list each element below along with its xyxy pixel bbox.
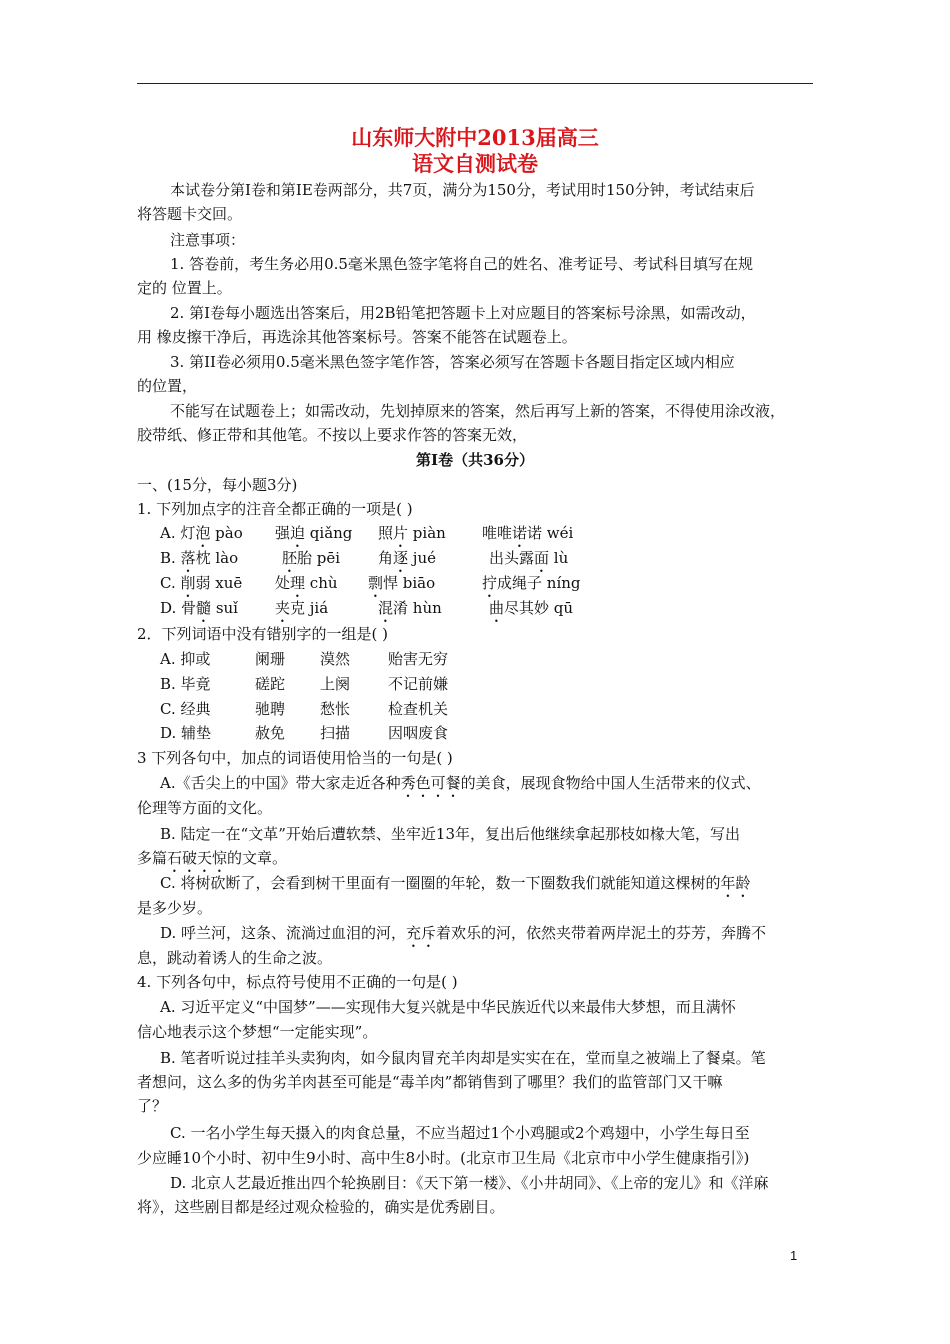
q4-option-a: 信心地表示这个梦想“一定能实现”。 (137, 1023, 378, 1041)
q1-option-c: C. 削弱 xuē (160, 574, 243, 592)
q2-option-b: 上阕 (320, 675, 351, 693)
notice-item: 不能写在试题卷上；如需改动，先划掉原来的答案，然后再写上新的答案，不得使用涂改液， (170, 402, 786, 420)
q2-option-b: 不记前嫌 (388, 675, 449, 693)
q2-option-b: B. 毕竟 (160, 675, 211, 693)
q4-option-a: A. 习近平定义“中国梦”——实现伟大复兴就是中华民族近代以来最伟大梦想，而且满怀 (160, 998, 736, 1016)
q2-option-a: 贻害无穷 (388, 650, 449, 668)
page-number: 1 (790, 1248, 798, 1263)
q4-option-c: 少应睡10个小时、初中生9小时、高中生8小时。(北京市卫生局《北京市中小学生健康指引》) (137, 1149, 750, 1167)
q1-option-d: 曲尽其妙 qū (489, 599, 574, 617)
q1-option-a: A. 灯泡 pào (160, 524, 243, 542)
q2-option-a: 漠然 (320, 650, 351, 668)
q2-option-d: 赦免 (255, 724, 286, 742)
q3-option-a: A.《舌尖上的中国》带大家走近各种秀色可餐的美食，展现食物给中国人生活带来的仪式、 (160, 774, 761, 792)
q4-option-d: 将》，这些剧目都是经过观众检验的，确实是优秀剧目。 (137, 1198, 505, 1216)
q2-option-d: 扫描 (320, 724, 351, 742)
q3-option-b: B. 陆定一在“文革”开始后遭软禁、坐牢近13年，复出后他继续拿起那枝如椽大笔，写出 (160, 825, 740, 843)
question-4-stem: 4. 下列各句中，标点符号使用不正确的一句是( ) (137, 973, 458, 991)
notice-item: 2. 第Ⅰ卷每小题选出答案后，用2B铅笔把答题卡上对应题目的答案标号涂黑，如需改动， (170, 304, 756, 322)
q2-option-a: 阑珊 (255, 650, 286, 668)
notice-heading: 注意事项： (170, 231, 246, 249)
q1-option-b: 出头露面 lù (489, 549, 569, 567)
q1-option-a: 唯唯诺诺 wéi (482, 524, 574, 542)
q3-option-d: 息，跳动着诱人的生命之波。 (137, 949, 333, 967)
q4-option-d: D. 北京人艺最近推出四个轮换剧目：《天下第一楼》、《小井胡同》、《上帝的宠儿》和《洋麻 (170, 1174, 769, 1192)
q1-option-c: 拧成绳子 níng (482, 574, 581, 592)
q2-option-a: A. 抑或 (160, 650, 211, 668)
q3-option-d: D. 呼兰河，这条、流淌过血泪的河，充斥着欢乐的河，依然夹带着两岸泥土的芬芳，奔腾不 (160, 924, 767, 942)
part-heading: 一、(15分，每小题3分) (137, 476, 298, 494)
q1-option-b: 胚胎 pēi (282, 549, 341, 567)
q1-option-d: 混淆 hùn (378, 599, 442, 617)
q2-option-c: 愁怅 (320, 700, 351, 718)
q1-option-c: 处理 chù (275, 574, 338, 592)
q2-option-b: 磋跎 (255, 675, 286, 693)
q3-option-a: 伦理等方面的文化。 (137, 799, 273, 817)
q3-option-c: C. 将树砍断了，会看到树干里面有一圈圈的年轮，数一下圈数我们就能知道这棵树的年龄 (160, 874, 751, 892)
q2-option-c: 驰聘 (255, 700, 286, 718)
question-3-stem: 3 下列各句中，加点的词语使用恰当的一句是( ) (137, 749, 453, 767)
q2-option-d: 因咽废食 (388, 724, 449, 742)
section-heading: 第Ⅰ卷（共36分） (416, 451, 534, 469)
q2-option-c: 检查机关 (388, 700, 449, 718)
header-rule (137, 83, 813, 84)
q1-option-d: 夹克 jiá (275, 599, 329, 617)
q2-option-c: C. 经典 (160, 700, 211, 718)
notice-item: 1. 答卷前，考生务必用0.5毫米黑色签字笔将自己的姓名、准考证号、考试科目填写在规 (170, 255, 753, 273)
exam-title: 山东师大附中2013届高三 (351, 125, 599, 150)
q1-option-b: 角逐 jué (378, 549, 436, 567)
intro-line: 将答题卡交回。 (137, 205, 243, 223)
notice-item: 的位置， (137, 377, 198, 395)
q4-option-b: 者想问，这么多的伪劣羊肉甚至可能是“毒羊肉”都销售到了哪里？我们的监管部门又干嘛 (137, 1073, 723, 1091)
exam-subtitle: 语文自测试卷 (412, 151, 538, 176)
notice-item: 用 橡皮擦干净后，再选涂其他答案标号。答案不能答在试题卷上。 (137, 328, 577, 346)
q1-option-a: 照片 piàn (378, 524, 446, 542)
q1-option-d: D. 骨髓 suǐ (160, 599, 238, 617)
q4-option-c: C. 一名小学生每天摄入的肉食总量，不应当超过1个小鸡腿或2个鸡翅中，小学生每日至 (170, 1124, 750, 1142)
question-2-stem: 2．下列词语中没有错别字的一组是( ) (137, 625, 389, 643)
q1-option-a: 强迫 qiǎng (275, 524, 353, 542)
notice-item: 胶带纸、修正带和其他笔。不按以上要求作答的答案无效， (137, 426, 528, 444)
q1-option-b: B. 落枕 lào (160, 549, 239, 567)
q1-option-c: 剽悍 biāo (368, 574, 436, 592)
question-1-stem: 1. 下列加点字的注音全都正确的一项是( ) (137, 500, 413, 518)
q3-option-b: 多篇石破天惊的文章。 (137, 849, 288, 867)
q4-option-b: 了？ (137, 1097, 168, 1115)
notice-item: 定的 位置上。 (137, 279, 232, 297)
q3-option-c: 是多少岁。 (137, 899, 213, 917)
q2-option-d: D. 辅垫 (160, 724, 212, 742)
q4-option-b: B. 笔者听说过挂羊头卖狗肉，如今鼠肉冒充羊肉却是实实在在，堂而皇之被端上了餐桌。笔 (160, 1049, 766, 1067)
intro-line: 本试卷分第Ⅰ卷和第IE卷两部分，共7页，满分为150分，考试用时150分钟，考试结束后 (170, 181, 755, 199)
notice-item: 3. 第II卷必须用0.5毫米黑色签字笔作答，答案必须写在答题卡各题目指定区域内相应 (170, 353, 735, 371)
